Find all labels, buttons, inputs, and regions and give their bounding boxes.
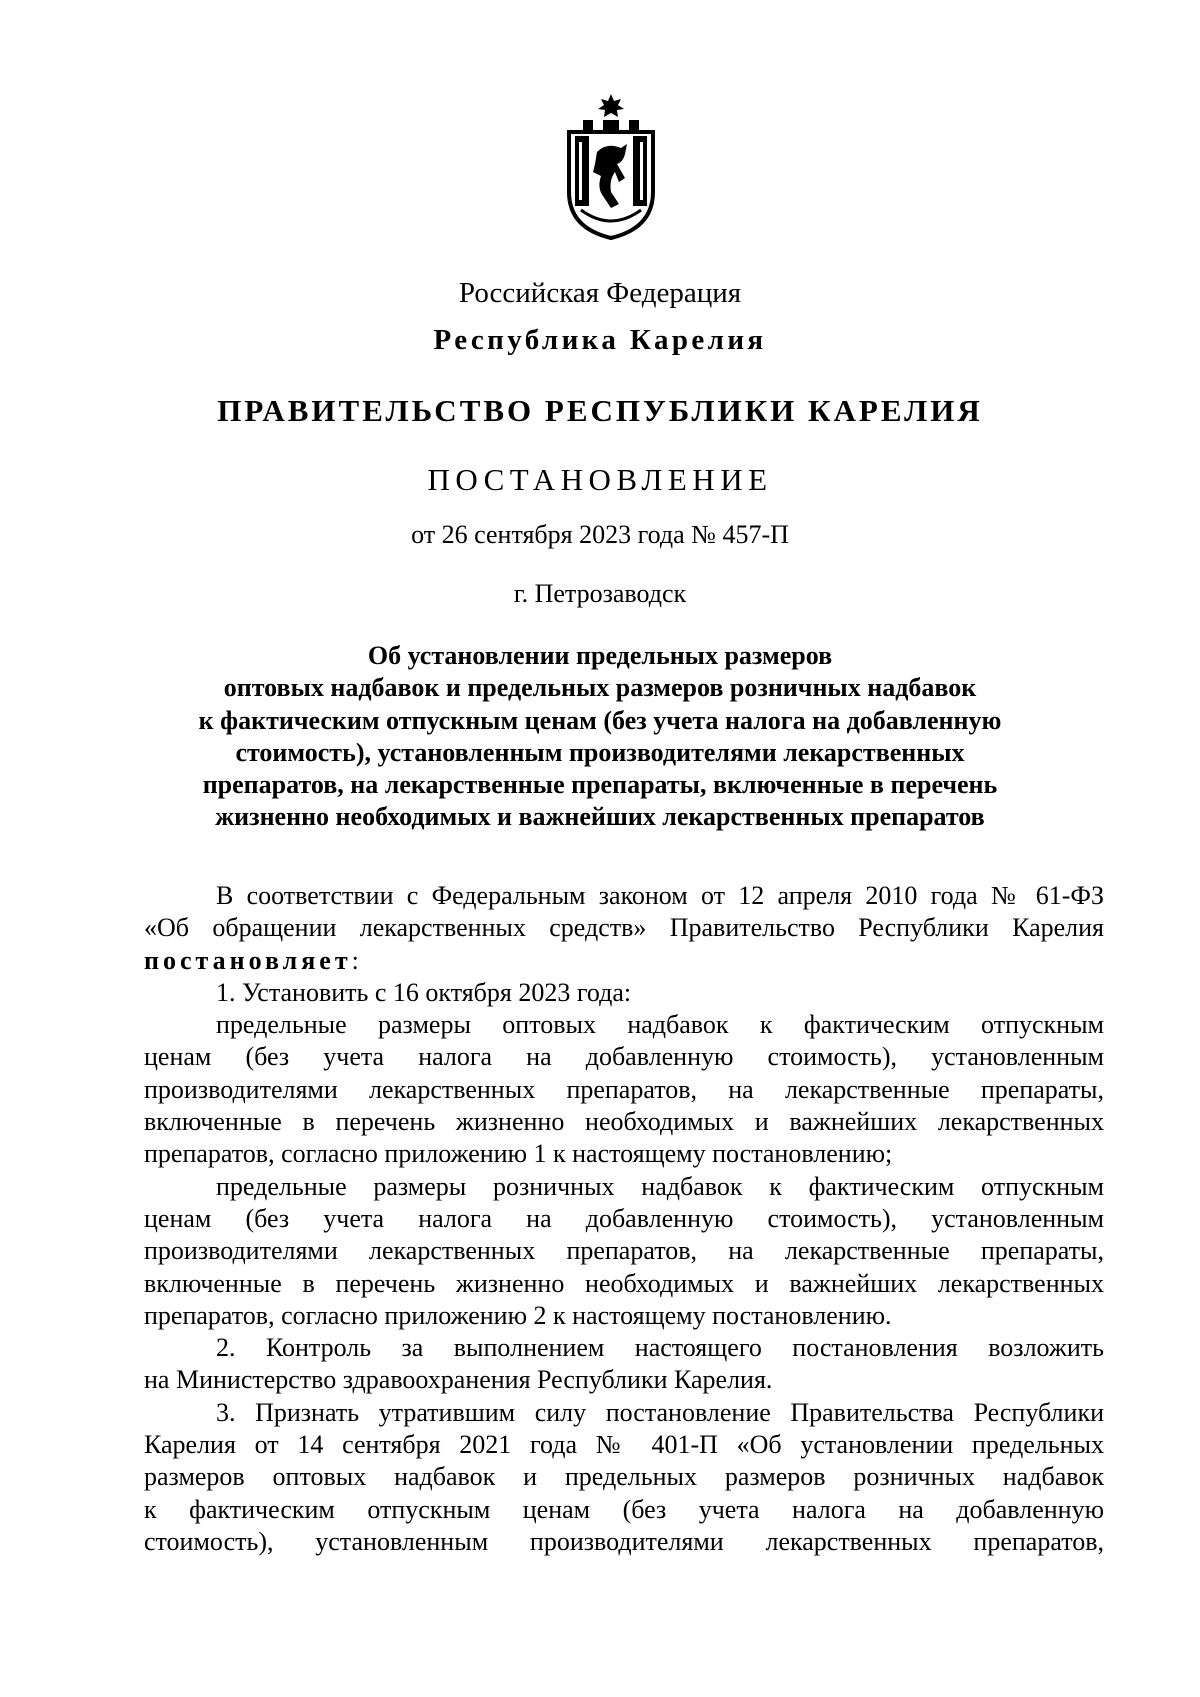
decides-colon: : (351, 945, 359, 975)
body-line: «Об обращении лекарственных средств» Правительство Республики Карелия (144, 913, 1104, 943)
title-line: оптовых надбавок и предельных размеров розничных надбавок (223, 673, 977, 703)
document-title (0, 640, 1200, 834)
body-line: 3. Признать утратившим силу постановление Правительства Республики (216, 1397, 1104, 1427)
body-line: В соответствии с Федеральным законом от 12 апреля 2010 года № 61-ФЗ (216, 881, 1104, 910)
document-type: ПОСТАНОВЛЕНИЕ (427, 462, 773, 497)
date-and-number: от 26 сентября 2023 года № 457-П (411, 520, 789, 549)
body-line: к фактическим отпускным ценам (без учета налога на добавленную (144, 1494, 1104, 1524)
body-line: включенные в перечень жизненно необходимых и важнейших лекарственных (144, 1268, 1104, 1298)
republic-name: Республика Карелия (433, 324, 767, 356)
body-line: 1. Установить с 16 октября 2023 года: (216, 977, 632, 1007)
city-name: г. Петрозаводск (513, 579, 687, 608)
body-line: Карелия от 14 сентября 2021 года № 401-П «Об установлении предельных (144, 1430, 1104, 1460)
title-line: стоимость), установленным производителями лекарственных (235, 737, 965, 767)
title-line: к фактическим отпускным ценам (без учета налога на добавленную (198, 705, 1002, 735)
body-line: препаратов, согласно приложению 2 к настоящему постановлению. (144, 1300, 892, 1330)
body-line: 2. Контроль за выполнением настоящего постановления возложить (216, 1333, 1104, 1363)
body-line: производителями лекарственных препаратов, на лекарственные препараты, (144, 1074, 1104, 1104)
body-line: предельные размеры розничных надбавок к фактическим отпускным (216, 1171, 1104, 1201)
body-line: стоимость), установленным производителями лекарственных препаратов, (144, 1526, 1104, 1556)
title-line: препаратов, на лекарственные препараты, включенные в перечень (202, 770, 998, 800)
document-body (144, 880, 1104, 1558)
karelia-coat-of-arms-icon (563, 92, 659, 240)
decides-line (144, 945, 1104, 977)
title-line: Об установлении предельных размеров (367, 641, 833, 670)
government-name: ПРАВИТЕЛЬСТВО РЕСПУБЛИКИ КАРЕЛИЯ (217, 393, 983, 428)
body-line: ценам (без учета налога на добавленную стоимость), установленным (144, 1042, 1104, 1072)
body-line: на Министерство здравоохранения Республики Карелия. (144, 1365, 773, 1395)
body-line: препаратов, согласно приложению 1 к настоящему постановлению; (144, 1139, 893, 1169)
body-line: включенные в перечень жизненно необходимых и важнейших лекарственных (144, 1107, 1104, 1137)
body-line: предельные размеры оптовых надбавок к фактическим отпускным (216, 1010, 1104, 1040)
body-line: размеров оптовых надбавок и предельных размеров розничных надбавок (144, 1462, 1104, 1492)
decides-word: постановляет (144, 945, 352, 975)
country-name: Российская Федерация (458, 277, 742, 309)
title-line: жизненно необходимых и важнейших лекарственных препаратов (215, 802, 985, 832)
body-line: ценам (без учета налога на добавленную стоимость), установленным (144, 1203, 1104, 1233)
body-line: производителями лекарственных препаратов, на лекарственные препараты, (144, 1236, 1104, 1266)
